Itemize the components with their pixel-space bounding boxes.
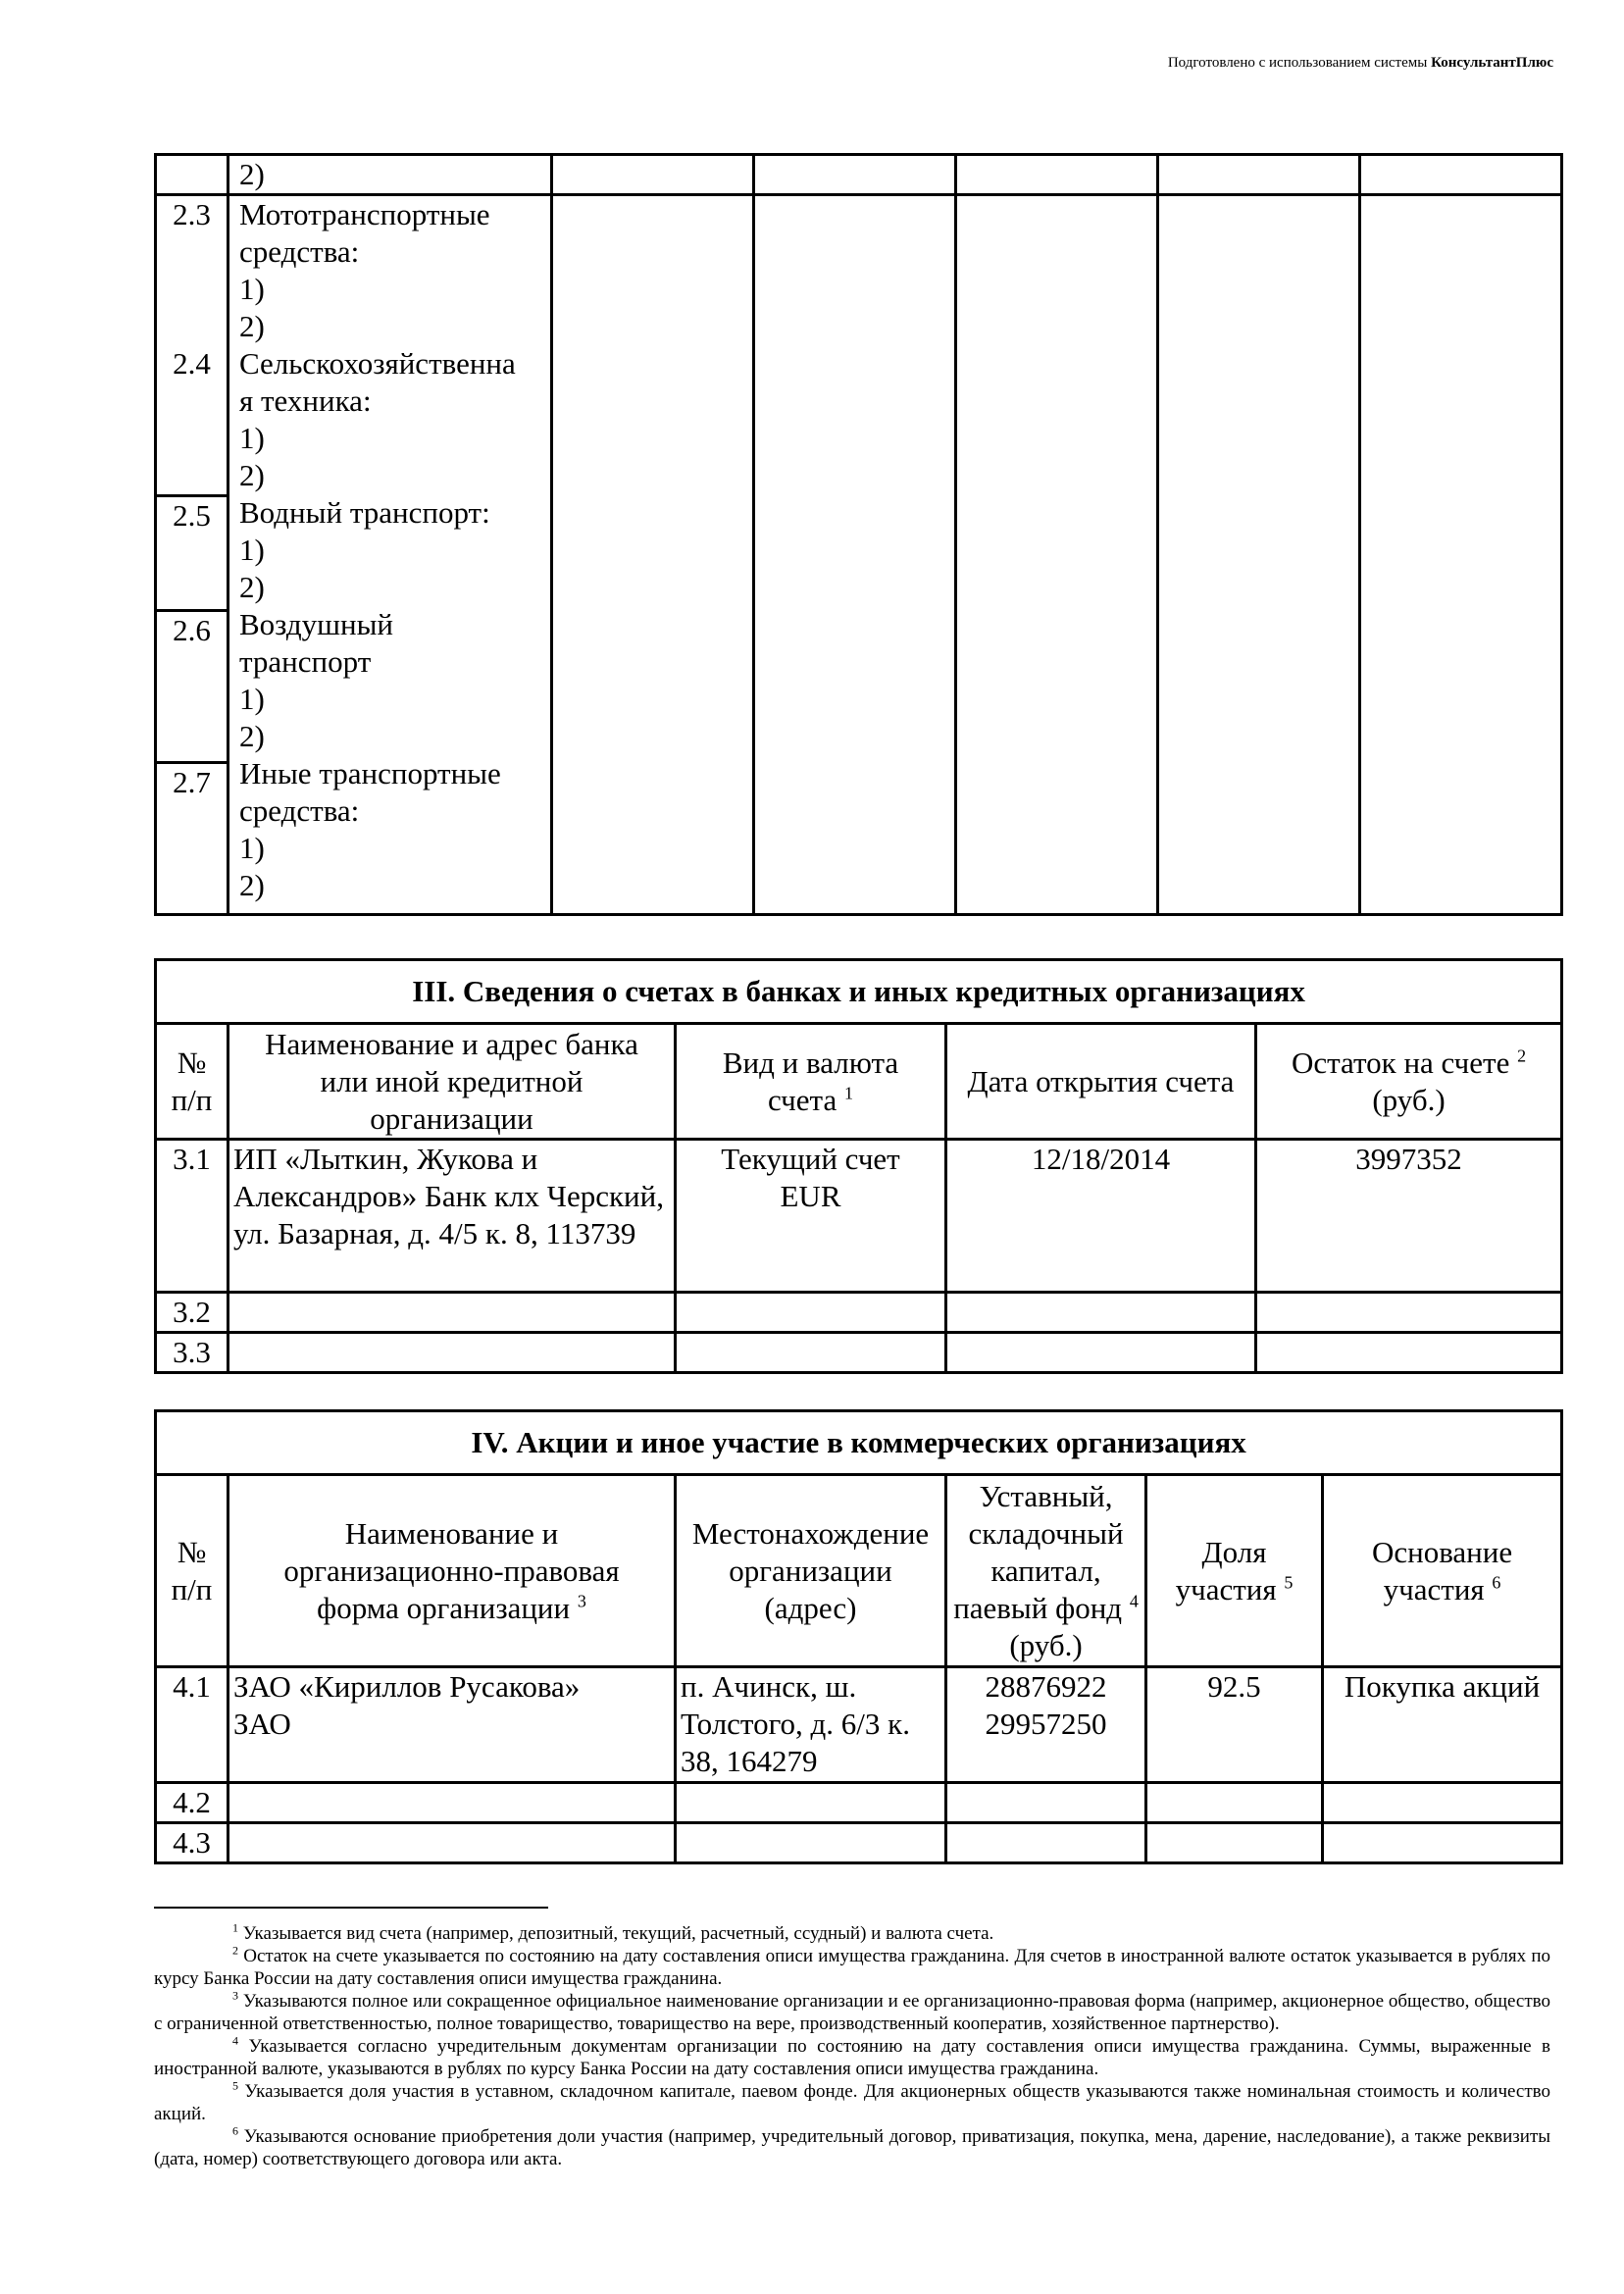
header-unit: (руб.) <box>1372 1082 1446 1117</box>
col-location-header: Местонахождение организации (адрес) <box>676 1475 946 1667</box>
group-line: 2) <box>239 309 265 343</box>
type-cell <box>676 1333 946 1373</box>
footnote-ref: 2 <box>1517 1045 1527 1066</box>
header-prefix: Подготовлено с использованием системы <box>1167 55 1432 71</box>
row-number: 3.1 <box>156 1140 228 1293</box>
col-num-header: № п/п <box>156 1475 228 1667</box>
basis-cell: Покупка акций <box>1323 1667 1562 1783</box>
type-cell: Текущий счет EUR <box>676 1140 946 1293</box>
group-line: Водный транспорт: <box>239 495 490 530</box>
date-cell <box>946 1333 1256 1373</box>
group-line: Воздушный <box>239 607 394 641</box>
group-line: Сельскохозяйственна <box>239 346 516 381</box>
col-capital-header <box>946 1475 1146 1667</box>
table-row <box>156 155 1562 195</box>
footnotes <box>154 1922 1550 2170</box>
row-number: 2.3 <box>173 197 211 231</box>
footnote-number: 6 <box>232 2123 238 2138</box>
group-line: 2) <box>239 570 265 604</box>
header-unit: (руб.) <box>1009 1627 1083 1662</box>
header-text: Остаток на счете <box>1291 1045 1510 1080</box>
footnote-ref: 5 <box>1284 1572 1294 1593</box>
footnote-ref: 4 <box>1129 1591 1139 1611</box>
col-share-header <box>1146 1475 1323 1667</box>
row-number: 2.7 <box>156 763 228 915</box>
capital-cell <box>946 1783 1146 1823</box>
table-row <box>156 195 1562 496</box>
col-name-header <box>228 1475 676 1667</box>
group-line: Мототранспортные <box>239 197 490 231</box>
type-cell <box>676 1293 946 1333</box>
footnote <box>154 1990 1550 2035</box>
footnote-divider <box>154 1907 548 1909</box>
footnote-number: 3 <box>232 1988 238 2003</box>
transport-table <box>154 153 1563 916</box>
row-label: 2) <box>228 155 552 195</box>
share-cell <box>1146 1823 1323 1863</box>
transport-labels <box>228 195 552 915</box>
col-num-header: № п/п <box>156 1024 228 1140</box>
row-number: 4.1 <box>156 1667 228 1783</box>
page-header <box>1168 55 1553 72</box>
group-line: 1) <box>239 831 265 865</box>
footnote-number: 4 <box>232 2033 238 2048</box>
footnote <box>154 2125 1550 2170</box>
row-number: 2.4 <box>173 346 211 381</box>
footnote-text: Указывается вид счета (например, депозитный, текущий, расчетный, ссудный) и валюта счета. <box>242 1923 994 1944</box>
footnote-ref: 6 <box>1492 1572 1501 1593</box>
section-title: III. Сведения о счетах в банках и иных кредитных организациях <box>156 960 1562 1024</box>
group-line: средства: <box>239 234 360 269</box>
group-line: 1) <box>239 533 265 567</box>
header-text: Доля участия <box>1175 1534 1277 1606</box>
row-number: 4.2 <box>156 1783 228 1823</box>
footnote-number: 1 <box>232 1920 238 1935</box>
header-text: Вид и валюта счета <box>722 1045 899 1117</box>
table-row <box>156 1333 1562 1373</box>
footnote-ref: 3 <box>577 1591 586 1611</box>
footnote-text: Указывается доля участия в уставном, складочном капитале, паевом фонде. Для акционерных обществ указываются также номинальная стоимость и количество акций. <box>154 2081 1551 2124</box>
section-title: IV. Акции и иное участие в коммерческих организациях <box>156 1411 1562 1475</box>
row-number: 2.5 <box>156 496 228 611</box>
col-type-header <box>676 1024 946 1140</box>
col-date-header: Дата открытия счета <box>946 1024 1256 1140</box>
footnote <box>154 1922 1550 1945</box>
group-line: 2) <box>239 458 265 492</box>
date-cell <box>946 1293 1256 1333</box>
share-cell <box>1146 1783 1323 1823</box>
footnote-number: 5 <box>232 2078 238 2093</box>
balance-cell <box>1256 1333 1562 1373</box>
table-row <box>156 1667 1562 1783</box>
basis-cell <box>1323 1823 1562 1863</box>
group-line: 1) <box>239 272 265 306</box>
group-line: средства: <box>239 793 360 828</box>
date-cell: 12/18/2014 <box>946 1140 1256 1293</box>
group-line: транспорт <box>239 644 372 679</box>
footnote-ref: 1 <box>843 1083 853 1103</box>
capital-cell <box>946 1823 1146 1863</box>
table-row <box>156 1293 1562 1333</box>
name-cell <box>228 1783 676 1823</box>
col-balance-header <box>1256 1024 1562 1140</box>
capital-cell: 28876922 29957250 <box>946 1667 1146 1783</box>
header-text: Основание участия <box>1371 1534 1513 1606</box>
row-number: 4.3 <box>156 1823 228 1863</box>
row-number: 2.6 <box>156 611 228 763</box>
footnote-text: Указываются основание приобретения доли участия (например, учредительный договор, приватизация, покупка, мена, дарение, наследование), а также реквизиты (дата, номер) соответствующего договора или акта. <box>154 2126 1551 2169</box>
group-line: Иные транспортные <box>239 756 501 790</box>
col-basis-header <box>1323 1475 1562 1667</box>
row-number: 3.2 <box>156 1293 228 1333</box>
name-cell <box>228 1823 676 1863</box>
table-row <box>156 1140 1562 1293</box>
balance-cell: 3997352 <box>1256 1140 1562 1293</box>
basis-cell <box>1323 1783 1562 1823</box>
group-line: я техника: <box>239 383 372 418</box>
location-cell: п. Ачинск, ш. Толстого, д. 6/3 к. 38, 164279 <box>676 1667 946 1783</box>
name-cell: ЗАО «Кириллов Русакова» ЗАО <box>228 1667 676 1783</box>
bank-cell <box>228 1293 676 1333</box>
group-line: 1) <box>239 682 265 716</box>
location-cell <box>676 1783 946 1823</box>
group-line: 1) <box>239 421 265 455</box>
header-text: Уставный, складочный капитал, паевый фонд <box>953 1478 1124 1625</box>
shares-table <box>154 1409 1563 1864</box>
footnote-number: 2 <box>232 1943 238 1958</box>
table-row <box>156 1823 1562 1863</box>
row-number: 3.3 <box>156 1333 228 1373</box>
footnote <box>154 2080 1550 2125</box>
footnote <box>154 2035 1550 2080</box>
footnote <box>154 1945 1550 1990</box>
balance-cell <box>1256 1293 1562 1333</box>
bank-cell: ИП «Лыткин, Жукова и Александров» Банк клх Черский, ул. Базарная, д. 4/5 к. 8, 113739 <box>228 1140 676 1293</box>
col-bank-header: Наименование и адрес банка или иной кредитной организации <box>228 1024 676 1140</box>
bank-cell <box>228 1333 676 1373</box>
share-cell: 92.5 <box>1146 1667 1323 1783</box>
location-cell <box>676 1823 946 1863</box>
header-brand: КонсультантПлюс <box>1431 55 1553 71</box>
accounts-table <box>154 958 1563 1374</box>
footnote-text: Указываются полное или сокращенное официальное наименование организации и ее организационно-правовая форма (например, акционерное общество, общество с ограниченной ответственностью, полное товарищество, товарищество на вере, производственный кооператив, хозяйственное партнерство). <box>154 1991 1550 2034</box>
footnote-text: Указывается согласно учредительным документам организации по состоянию на дату составления описи имущества гражданина. Суммы, выраженные в иностранной валюте, указываются в рублях по курсу Банка России на дату составления описи имущества гражданина. <box>154 2036 1551 2079</box>
group-line: 2) <box>239 719 265 753</box>
table-row <box>156 1783 1562 1823</box>
group-line: 2) <box>239 868 265 902</box>
footnote-text: Остаток на счете указывается по состоянию на дату составления описи имущества гражданина. Для счетов в иностранной валюте остаток указывается в рублях по курсу Банка России на дату составления описи имущества гражданина. <box>154 1946 1550 1989</box>
row-number <box>156 155 228 195</box>
header-text: Наименование и организационно-правовая форма организации <box>283 1515 620 1625</box>
